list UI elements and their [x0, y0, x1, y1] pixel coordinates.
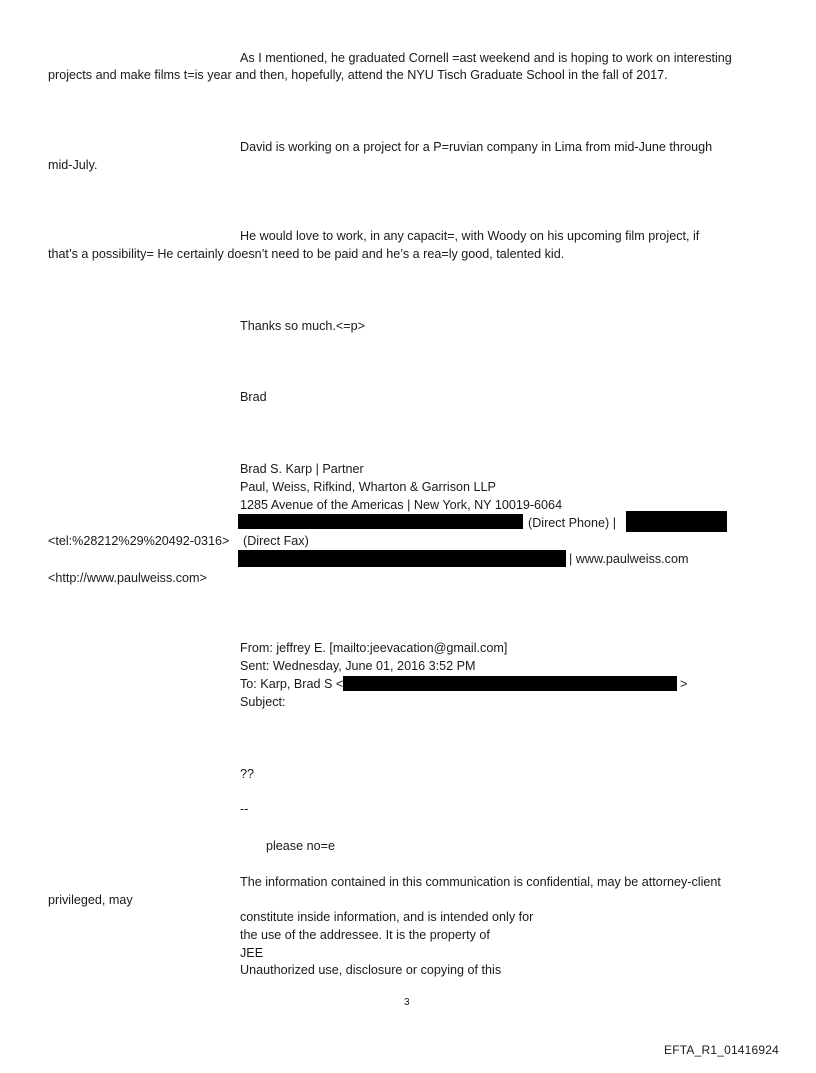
redaction-bar [238, 550, 566, 567]
disclaimer-line: The information contained in this communication is confidential, may be attorney-client [240, 875, 721, 889]
bates-number: EFTA_R1_01416924 [664, 1043, 780, 1057]
signature-fax-link[interactable]: <tel:%28212%29%20492-0316> [48, 534, 230, 548]
email-sent: Sent: Wednesday, June 01, 2016 3:52 PM [240, 659, 476, 673]
email-to-close: > [680, 677, 688, 691]
disclaimer-line: constitute inside information, and is intended only for [240, 910, 534, 924]
disclaimer-line: the use of the addressee. It is the property of [240, 928, 490, 942]
signature-firm: Paul, Weiss, Rifkind, Wharton & Garrison LLP [240, 480, 496, 494]
signature-website-link[interactable]: <http://www.paulweiss.com> [48, 571, 207, 585]
body-please-note: please no=e [266, 839, 335, 853]
paragraph-line: As I mentioned, he graduated Cornell =ast weekend and is hoping to work on interesting [240, 51, 732, 65]
page-number: 3 [404, 997, 410, 1008]
disclaimer-line: privileged, may [48, 893, 133, 907]
email-subject: Subject: [240, 695, 286, 709]
paragraph-line: mid-July. [48, 158, 98, 172]
disclaimer-line: JEE [240, 946, 264, 960]
body-question: ?? [240, 767, 255, 781]
paragraph-line: projects and make films t=is year and then, hopefully, attend the NYU Tisch Graduate School in the fall of 2017. [48, 68, 668, 82]
email-to: To: Karp, Brad S < [240, 677, 344, 691]
paragraph-line: that’s a possibility= He certainly doesn’t need to be paid and he’s a rea=ly good, talented kid. [48, 247, 565, 261]
paragraph-line: He would love to work, in any capacit=, with Woody on his upcoming film project, if [240, 229, 700, 243]
redaction-bar [343, 676, 677, 691]
redaction-bar [626, 511, 727, 532]
signature-name-title: Brad S. Karp | Partner [240, 462, 364, 476]
disclaimer-line: Unauthorized use, disclosure or copying of this [240, 963, 502, 977]
redaction-bar [238, 514, 523, 529]
signature-direct-fax: (Direct Fax) [243, 534, 309, 548]
body-separator: -- [240, 802, 249, 816]
paragraph-line: David is working on a project for a P=ruvian company in Lima from mid-June through [240, 140, 713, 154]
signature-address: 1285 Avenue of the Americas | New York, NY 10019-6064 [240, 498, 563, 512]
signature-direct-phone: (Direct Phone) | [528, 516, 616, 530]
signature-website[interactable]: | www.paulweiss.com [569, 552, 689, 566]
email-from: From: jeffrey E. [mailto:jeevacation@gmail.com] [240, 641, 508, 655]
thanks-line: Thanks so much.<=p> [240, 319, 365, 333]
closing-name: Brad [240, 390, 267, 404]
